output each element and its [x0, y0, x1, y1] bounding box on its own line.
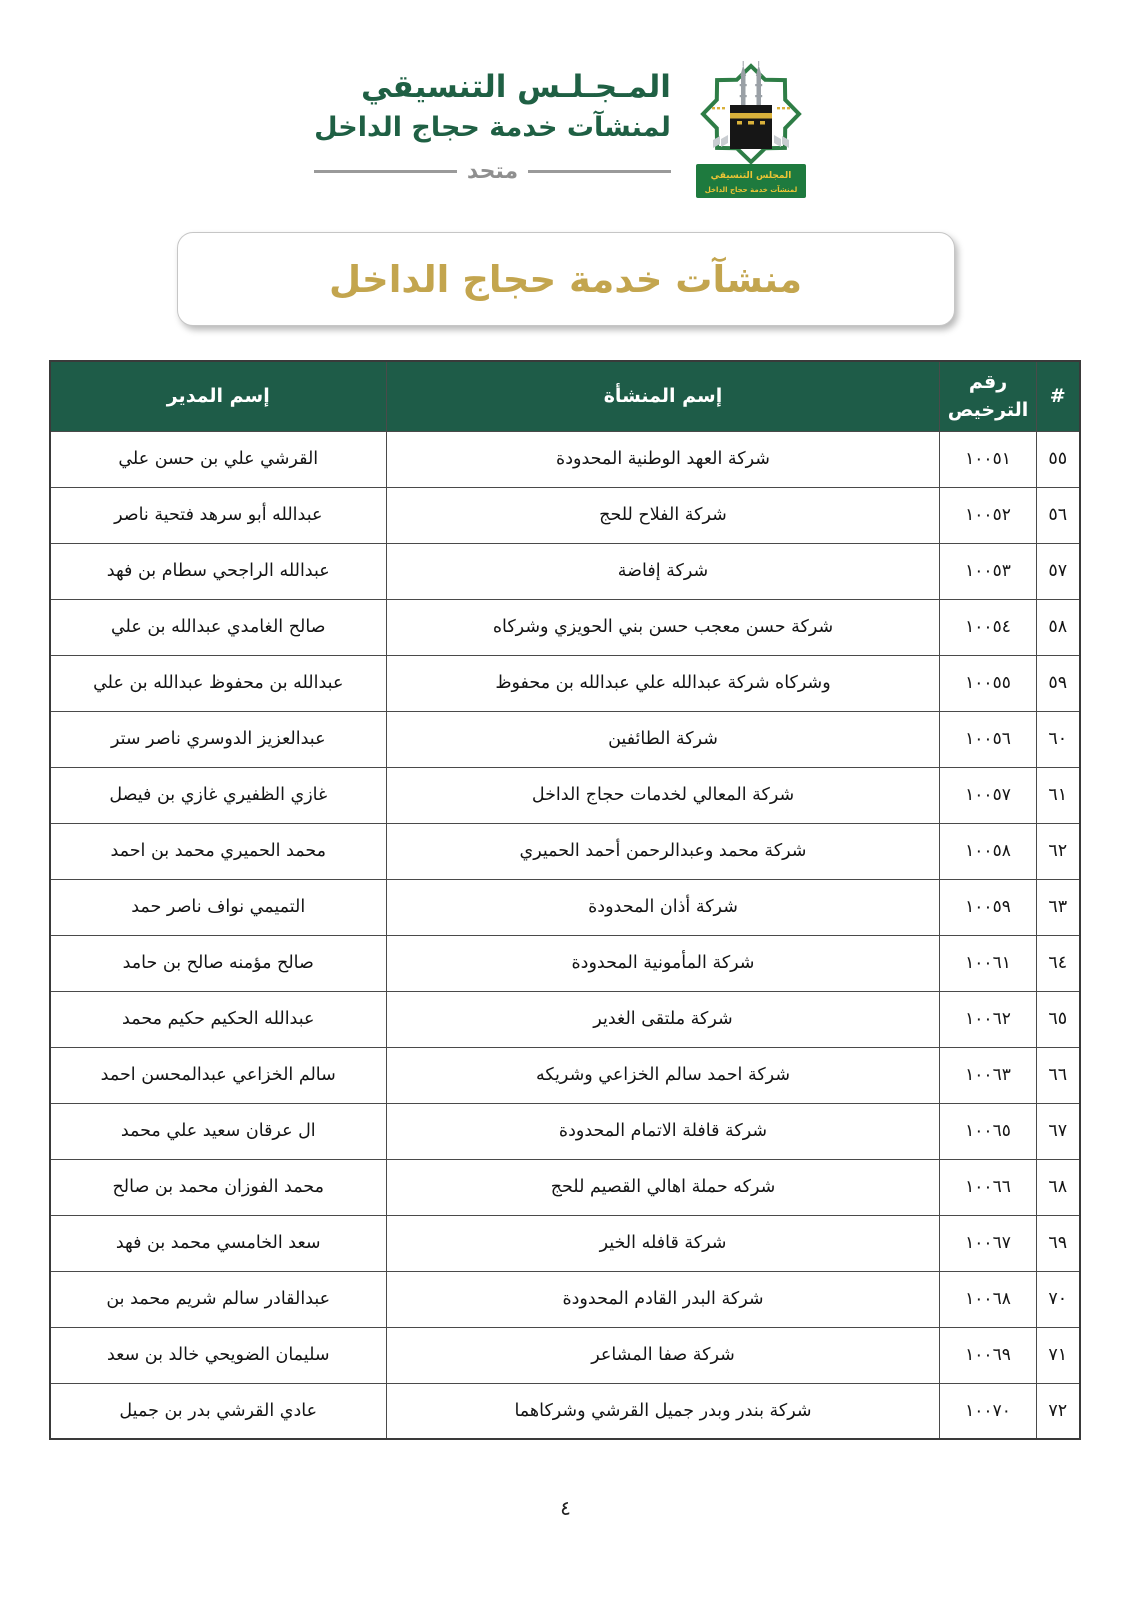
- row-number-cell: ٦٠: [1037, 711, 1080, 767]
- organization-name-line1: المـجـلـس التنسيقي: [360, 69, 671, 106]
- table-row: [50, 1215, 1080, 1271]
- row-number-cell: ٦٥: [1037, 991, 1080, 1047]
- table-row: [50, 935, 1080, 991]
- manager-name-cell: صالح الغامدي عبدالله بن علي: [50, 599, 387, 655]
- united-tagline: [314, 159, 671, 184]
- establishment-name-cell: شركة الفلاح للحج: [387, 487, 940, 543]
- establishment-name-cell: شركة قافلة الاتمام المحدودة: [387, 1103, 940, 1159]
- table-row: [50, 1383, 1080, 1439]
- table-row: [50, 991, 1080, 1047]
- header-index: #: [1037, 361, 1080, 431]
- establishment-name-cell: شركة احمد سالم الخزاعي وشريكه: [387, 1047, 940, 1103]
- establishment-name-cell: شركة البدر القادم المحدودة: [387, 1271, 940, 1327]
- table-body: [50, 431, 1080, 1439]
- establishment-name-cell: شركه حملة اهالي القصيم للحج: [387, 1159, 940, 1215]
- row-number-cell: ٥٧: [1037, 543, 1080, 599]
- manager-name-cell: غازي الظفيري غازي بن فيصل: [50, 767, 387, 823]
- establishments-table-wrap: [51, 360, 1081, 1440]
- license-number-cell: ١٠٠٥٨: [940, 823, 1037, 879]
- table-row: [50, 599, 1080, 655]
- manager-name-cell: عادي القرشي بدر بن جميل: [50, 1383, 387, 1439]
- council-emblem-icon: [685, 52, 817, 202]
- manager-name-cell: عبدالعزيز الدوسري ناصر ستر: [50, 711, 387, 767]
- row-number-cell: ٧١: [1037, 1327, 1080, 1383]
- manager-name-cell: محمد الفوزان محمد بن صالح: [50, 1159, 387, 1215]
- manager-name-cell: عبدالله أبو سرهد فتحية ناصر: [50, 487, 387, 543]
- row-number-cell: ٧٢: [1037, 1383, 1080, 1439]
- table-header-row: [50, 361, 1080, 431]
- emblem-banner-line1: المجلس التنسيقي: [710, 171, 792, 181]
- row-number-cell: ٦٣: [1037, 879, 1080, 935]
- row-number-cell: ٦٦: [1037, 1047, 1080, 1103]
- manager-name-cell: عبدالله الراجحي سطام بن فهد: [50, 543, 387, 599]
- license-number-cell: ١٠٠٦١: [940, 935, 1037, 991]
- tagline-rule-right: [528, 170, 671, 173]
- license-number-cell: ١٠٠٦٣: [940, 1047, 1037, 1103]
- license-number-cell: ١٠٠٥٣: [940, 543, 1037, 599]
- table-row: [50, 487, 1080, 543]
- manager-name-cell: محمد الحميري محمد بن احمد: [50, 823, 387, 879]
- manager-name-cell: ال عرقان سعيد علي محمد: [50, 1103, 387, 1159]
- header-manager: إسم المدير: [50, 361, 387, 431]
- organization-wordmark: [314, 70, 671, 184]
- manager-name-cell: التميمي نواف ناصر حمد: [50, 879, 387, 935]
- table-row: [50, 1103, 1080, 1159]
- establishment-name-cell: شركة ملتقى الغدير: [387, 991, 940, 1047]
- tagline-word: متحد: [466, 158, 519, 184]
- establishment-name-cell: شركة أذان المحدودة: [387, 879, 940, 935]
- establishment-name-cell: شركة حسن معجب حسن بني الحويزي وشركاه: [387, 599, 940, 655]
- table-row: [50, 1159, 1080, 1215]
- kaaba-icon: [730, 105, 772, 149]
- establishment-name-cell: شركة محمد وعبدالرحمن أحمد الحميري: [387, 823, 940, 879]
- table-header: [50, 361, 1080, 431]
- license-number-cell: ١٠٠٦٥: [940, 1103, 1037, 1159]
- table-row: [50, 711, 1080, 767]
- license-number-cell: ١٠٠٥٧: [940, 767, 1037, 823]
- license-number-cell: ١٠٠٥٩: [940, 879, 1037, 935]
- row-number-cell: ٥٥: [1037, 431, 1080, 487]
- table-row: [50, 767, 1080, 823]
- establishment-name-cell: شركة بندر وبدر جميل القرشي وشركاهما: [387, 1383, 940, 1439]
- row-number-cell: ٥٩: [1037, 655, 1080, 711]
- manager-name-cell: سليمان الضويحي خالد بن سعد: [50, 1327, 387, 1383]
- license-number-cell: ١٠٠٥٤: [940, 599, 1037, 655]
- manager-name-cell: عبدالله الحكيم حكيم محمد: [50, 991, 387, 1047]
- table-row: [50, 1327, 1080, 1383]
- row-number-cell: ٥٨: [1037, 599, 1080, 655]
- manager-name-cell: عبدالله بن محفوظ عبدالله بن علي: [50, 655, 387, 711]
- establishment-name-cell: شركة قافله الخير: [387, 1215, 940, 1271]
- header-establishment: إسم المنشأة: [387, 361, 940, 431]
- manager-name-cell: القرشي علي بن حسن علي: [50, 431, 387, 487]
- license-number-cell: ١٠٠٦٦: [940, 1159, 1037, 1215]
- page-number: ٤: [560, 1496, 571, 1520]
- license-number-cell: ١٠٠٦٢: [940, 991, 1037, 1047]
- header-license: رقم الترخيص: [940, 361, 1037, 431]
- organization-header: [0, 0, 1131, 202]
- manager-name-cell: صالح مؤمنه صالح بن حامد: [50, 935, 387, 991]
- establishment-name-cell: شركة الطائفين: [387, 711, 940, 767]
- row-number-cell: ٦٢: [1037, 823, 1080, 879]
- tagline-rule-left: [314, 170, 457, 173]
- table-row: [50, 879, 1080, 935]
- table-row: [50, 1271, 1080, 1327]
- page-title-box: [177, 232, 955, 326]
- page-title: منشآت خدمة حجاج الداخل: [329, 257, 802, 301]
- license-number-cell: ١٠٠٥٦: [940, 711, 1037, 767]
- table-row: [50, 543, 1080, 599]
- emblem-banner-line2: لمنشآت خدمة حجاج الداخل: [704, 186, 798, 194]
- organization-name-line2: لمنشآت خدمة حجاج الداخل: [314, 111, 671, 143]
- establishment-name-cell: شركة إفاضة: [387, 543, 940, 599]
- license-number-cell: ١٠٠٥٢: [940, 487, 1037, 543]
- row-number-cell: ٧٠: [1037, 1271, 1080, 1327]
- row-number-cell: ٦٨: [1037, 1159, 1080, 1215]
- establishment-name-cell: شركة العهد الوطنية المحدودة: [387, 431, 940, 487]
- establishment-name-cell: شركة المأمونية المحدودة: [387, 935, 940, 991]
- establishment-name-cell: وشركاه شركة عبدالله علي عبدالله بن محفوظ: [387, 655, 940, 711]
- establishment-name-cell: شركة المعالي لخدمات حجاج الداخل: [387, 767, 940, 823]
- table-row: [50, 1047, 1080, 1103]
- license-number-cell: ١٠٠٦٩: [940, 1327, 1037, 1383]
- license-number-cell: ١٠٠٥١: [940, 431, 1037, 487]
- row-number-cell: ٥٦: [1037, 487, 1080, 543]
- row-number-cell: ٦٤: [1037, 935, 1080, 991]
- emblem-banner: [696, 164, 806, 198]
- manager-name-cell: سعد الخامسي محمد بن فهد: [50, 1215, 387, 1271]
- table-row: [50, 431, 1080, 487]
- manager-name-cell: عبدالقادر سالم شريم محمد بن: [50, 1271, 387, 1327]
- establishment-name-cell: شركة صفا المشاعر: [387, 1327, 940, 1383]
- license-number-cell: ١٠٠٦٧: [940, 1215, 1037, 1271]
- row-number-cell: ٦١: [1037, 767, 1080, 823]
- license-number-cell: ١٠٠٥٥: [940, 655, 1037, 711]
- table-row: [50, 655, 1080, 711]
- manager-name-cell: سالم الخزاعي عبدالمحسن احمد: [50, 1047, 387, 1103]
- license-number-cell: ١٠٠٧٠: [940, 1383, 1037, 1439]
- row-number-cell: ٦٧: [1037, 1103, 1080, 1159]
- establishments-table: [49, 360, 1081, 1440]
- row-number-cell: ٦٩: [1037, 1215, 1080, 1271]
- license-number-cell: ١٠٠٦٨: [940, 1271, 1037, 1327]
- table-row: [50, 823, 1080, 879]
